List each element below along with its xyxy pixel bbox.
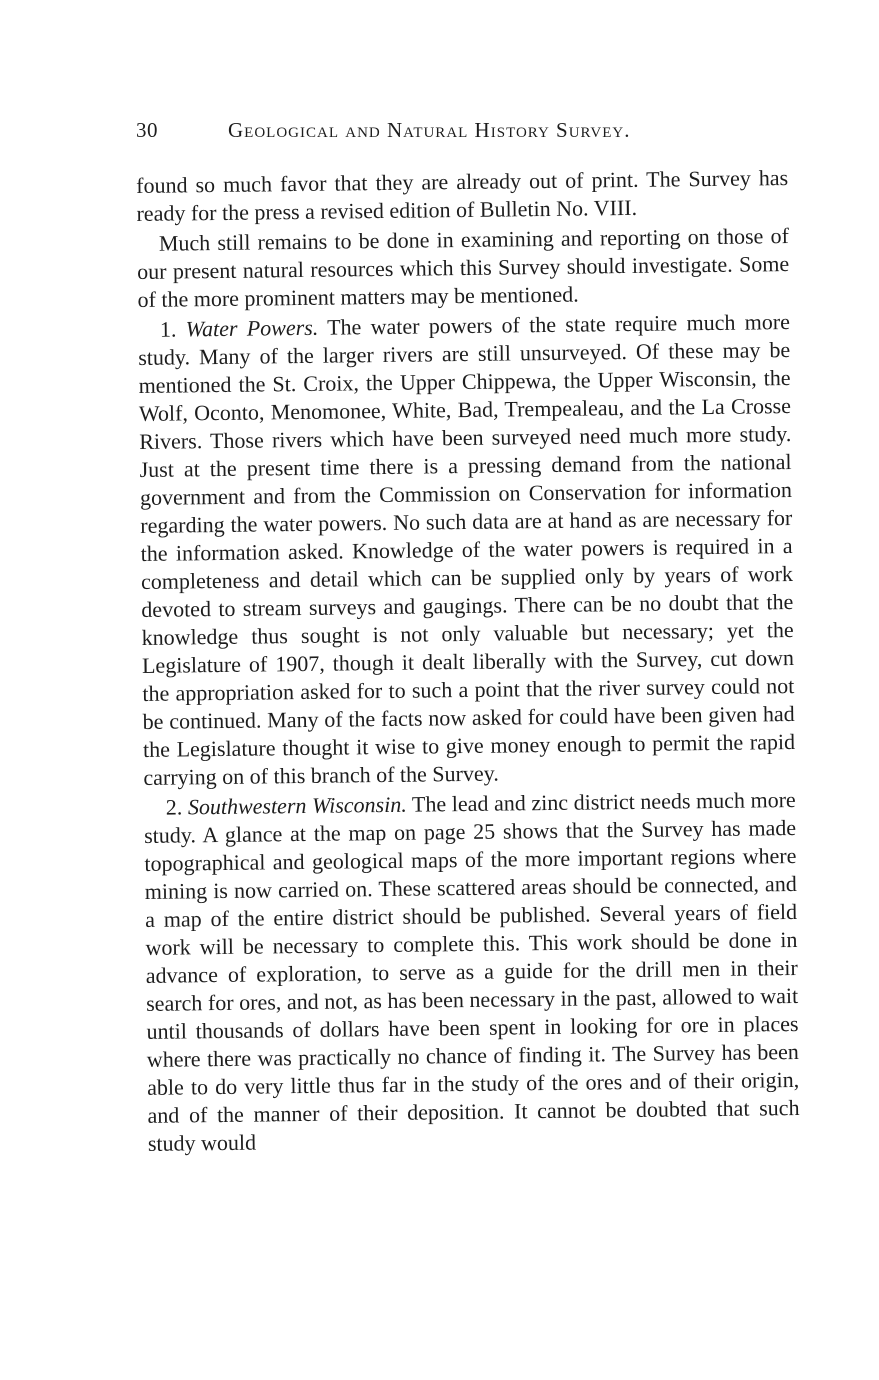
page-header [136, 118, 796, 148]
paragraph-intro [137, 222, 790, 314]
paragraph-text: The water powers of the state require much more study. Many of the larger rivers are still unsurveyed. Of these may be mentioned the St. Croix, the Upper Chippewa, the Upper Wisconsin, the Wolf, Oconto, Menomonee, White, Bad, Trempealeau, and the La Crosse Rivers. Those rivers which have been surveyed need much more study. Just at the present time there is a pressing demand from the national government and from the Commission on Conservation for information regarding the water powers. No such data are at hand as are necessary for the information asked. Knowledge of the water powers is required in a completeness and detail which can be supplied only by years of work devoted to stream surveys and gaugings. There can be no doubt that the knowledge thus sought is not only valuable but necessary; yet the Legislature of 1907, though it dealt liberally with the Survey, cut down the appropriation asked for to such a point that the river survey could not be continued. Many of the facts now asked for could have been given had the Legislature thought it wise to give money enough to permit the rapid carrying on of this branch of the Survey. [138, 309, 796, 790]
body-text [136, 164, 800, 1160]
section-number: 1. [159, 316, 177, 342]
page-number: 30 [136, 118, 158, 142]
section-heading: Southwestern Wisconsin. [187, 791, 407, 820]
paragraph-text: The lead and zinc district needs much more study. A glance at the map on page 25 shows that the Survey has made topographical and geological maps of the more important regions where mining is now carried on. These scattered areas should be connected, and a map of the entire district should be published. Several years of field work will be necessary to complete this. This work should be done in advance of exploration, to serve as a guide for the drill men in their search for ores, and not, as has been necessary in the past, allowed to wait until thousands of dollars have been spent in looking for ore in places where there was practically no chance of finding it. The Survey has been able to do very little thus far in the study of the ores and of their origin, and of the manner of their deposition. It cannot be doubted that such study would [143, 786, 800, 1156]
running-head: Geological and Natural History Survey. [228, 118, 631, 142]
paragraph-southwestern-wisconsin [144, 786, 800, 1158]
paragraph-text: found so much favor that they are already out of print. The Survey has ready for the press a revised edition of Bulletin No. VIII. [136, 165, 789, 226]
section-number: 2. [165, 794, 183, 820]
section-heading: Water Powers. [185, 314, 319, 342]
paragraph-water-powers [138, 308, 796, 792]
paragraph-text: Much still remains to be done in examining and reporting on those of our present natural resources which this Survey should investigate. Some of the more prominent matters may be mentioned. [137, 223, 790, 312]
paragraph-continued [136, 164, 789, 228]
